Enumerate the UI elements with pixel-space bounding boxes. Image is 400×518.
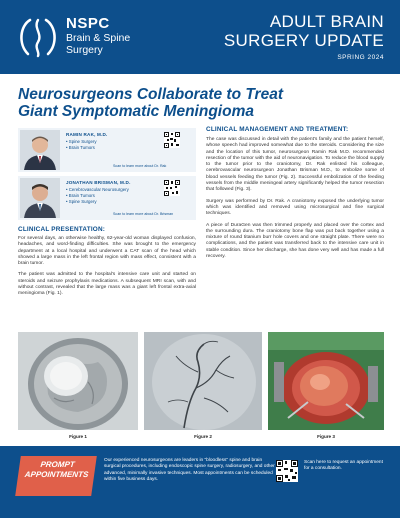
doctor-photo-brisman	[20, 178, 60, 218]
doctor-specialties	[66, 139, 97, 151]
specialty-item: • Brain Tumors	[66, 145, 97, 151]
doctor-scan-caption: Scan to learn more about Dr. Brisman	[113, 212, 174, 216]
nspc-logo-icon	[16, 14, 60, 60]
clinical-presentation-heading: CLINICAL PRESENTATION:	[18, 226, 106, 233]
specialty-item: • Spine Surgery	[66, 139, 97, 145]
brand-name: NSPC	[66, 15, 110, 32]
body-paragraph: A piece of DuraGen was then trimmed properly and placed over the cortex and the surrounding dura. The craniotomy bone flap was put back together using a mixture of round titanium burr hole covers and one straight plate. There were no complications, and the patient was transferred back to the intensive care unit in stable condition. Since her discharge, she has done very well and has made a full recovery.	[206, 222, 384, 260]
body-paragraph: For several days, an otherwise healthy, 62-year-old woman displayed confusion, headaches, and word-finding difficulties. She was brought to the emergency department at a local hospital and underwent a CAT scan of the head which showed a large mass in the left frontal region with mass effect, consistent with a brain tumor.	[18, 236, 196, 267]
body-paragraph: Surgery was performed by Dr. Rak. A craniotomy exposed the underlying tumor which was identified and removed using microsurgical and fine surgical techniques.	[206, 198, 384, 217]
figure-2-angiogram-image	[144, 332, 262, 430]
appointment-scan-caption: Scan here to request an appointment for a consultation.	[304, 460, 383, 472]
doctor-name: JONATHAN BRISMAN, M.D.	[66, 180, 131, 185]
masthead-banner	[0, 0, 400, 74]
footer-banner	[0, 446, 400, 518]
clinical-management-heading: CLINICAL MANAGEMENT AND TREATMENT:	[206, 126, 349, 133]
headline-line-2: Giant Symptomatic Meningioma	[18, 103, 254, 120]
footer-description: Our experienced neurosurgeons are leaders in “bloodless” spine and brain surgical procedures, including endoscopic spine surgery, radiosurgery, and other advanced, minimally invasive techniques. Most appointments can be scheduled within five business days.	[104, 458, 275, 483]
qr-code-icon[interactable]	[164, 180, 180, 196]
specialty-item: • Spine Surgery	[66, 199, 129, 205]
promo-line-1: PROMPT	[39, 460, 76, 469]
doctor-card-brisman	[18, 176, 196, 220]
figure-1-mri-image	[18, 332, 138, 430]
doctor-card-rak	[18, 128, 196, 172]
qr-code-icon[interactable]	[164, 132, 180, 148]
brand-line-2: Surgery	[66, 44, 103, 56]
promo-line-2: APPOINTMENTS	[24, 470, 89, 479]
clinical-management-body	[206, 137, 384, 265]
appointment-qr-code-icon[interactable]	[276, 460, 298, 482]
title-line-1: ADULT BRAIN	[269, 12, 384, 31]
figure-1-caption: Figure 1	[69, 434, 87, 439]
body-paragraph: The case was discussed in detail with the patient's family and the patient herself, whose speech had improved somewhat due to the steroids. Considering the size and the location of this tumor, neurosurgeon Ramin Rak M.D. recommended resection of the tumor with the aid of neuronavigation. To reduce the blood supply to the tumor prior to the craniotomy, Dr. Rak enlisted his colleague, cerebrovascular neurosurgeon Jonathan Brisman M.D., to embolize some of blood vessels feeding the tumor (Fig. 2). Successful embolization of the feeding vessels from the middle meningeal artery significantly helped the tumor resection that followed (Fig. 3).	[206, 137, 384, 193]
title-line-2: SURGERY UPDATE	[223, 31, 384, 50]
specialty-item: • Brain Tumors	[66, 193, 129, 199]
brand-line-1: Brain & Spine	[66, 32, 131, 44]
body-paragraph: The patient was admitted to the hospital's intensive care unit and started on steroids and seizure prophylaxis medications. A subsequent MRI scan, with and without contrast, revealed that the large mass was a giant left frontal extra-axial meningioma (Fig. 1).	[18, 272, 196, 297]
clinical-presentation-body	[18, 236, 196, 303]
article-headline	[18, 86, 388, 120]
figure-3-surgical-photo	[268, 332, 384, 430]
figure-2-caption: Figure 2	[194, 434, 212, 439]
specialty-item: • Cerebrovascular Neurosurgery	[66, 187, 129, 193]
doctor-specialties	[66, 187, 129, 205]
brand-block	[66, 16, 130, 56]
newsletter-title	[224, 12, 384, 61]
doctor-photo-rak	[20, 130, 60, 170]
prompt-appointments-label	[21, 460, 93, 480]
headline-line-1: Neurosurgeons Collaborate to Treat	[18, 86, 283, 103]
figure-3-caption: Figure 3	[317, 434, 335, 439]
doctor-scan-caption: Scan to learn more about Dr. Rak	[113, 164, 167, 168]
doctor-name: RAMIN RAK, M.D.	[66, 132, 108, 137]
issue-label: SPRING 2024	[337, 54, 384, 61]
